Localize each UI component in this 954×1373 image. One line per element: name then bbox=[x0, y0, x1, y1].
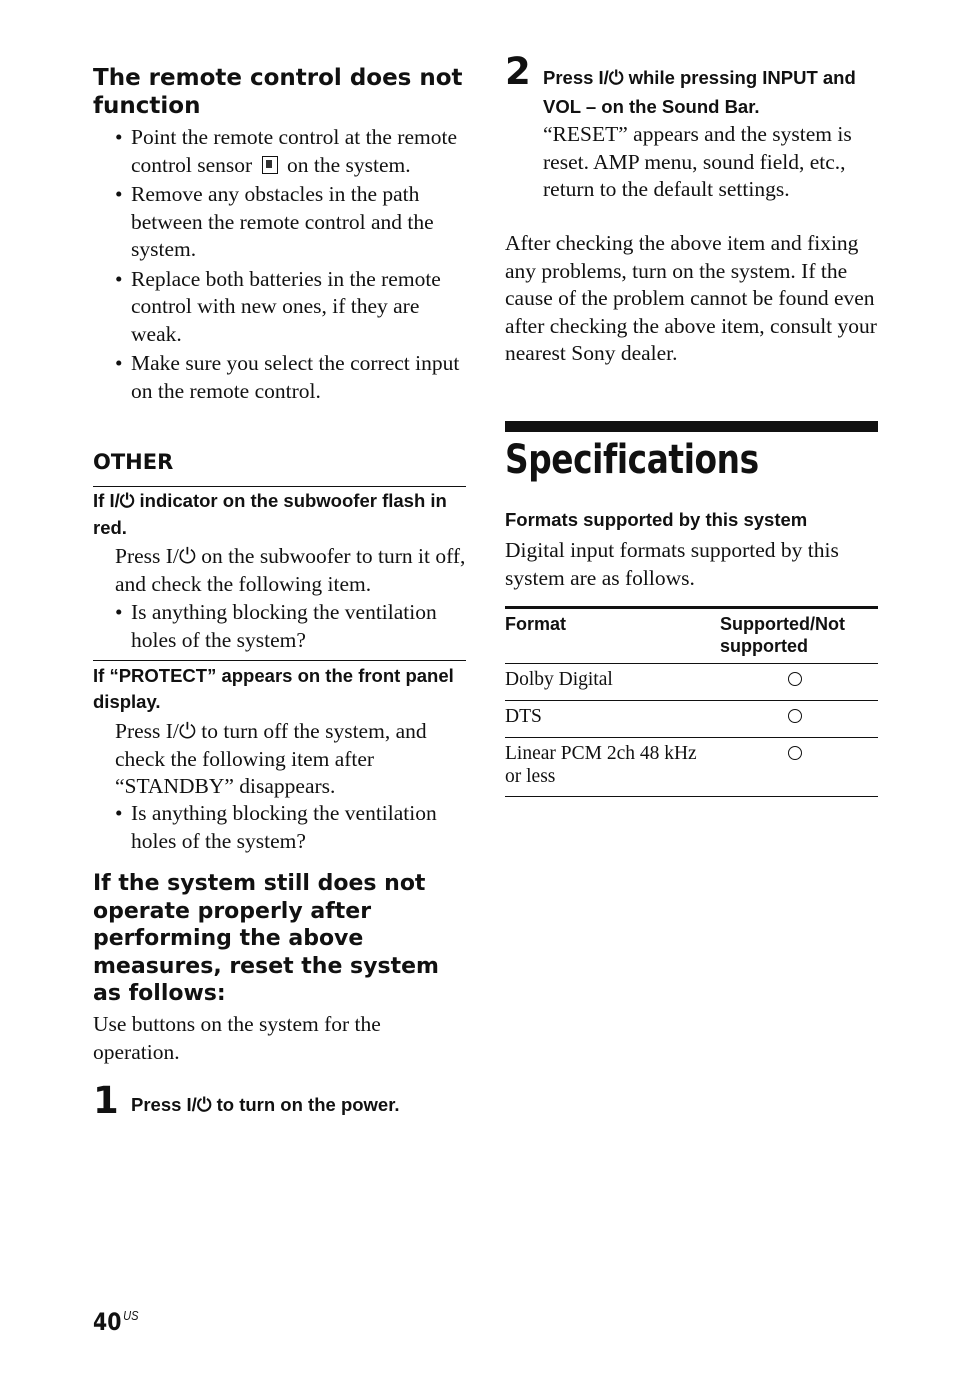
formats-intro: Digital input formats supported by this system are as follows. bbox=[505, 538, 839, 590]
table-header-row bbox=[505, 609, 878, 664]
power-standby-icon: ⏻ bbox=[608, 68, 624, 89]
supported-cell bbox=[720, 701, 878, 738]
step-2-body: “RESET” appears and the system is reset. AMP menu, sound field, etc., return to the default settings. bbox=[543, 122, 852, 201]
column-header-supported: Supported/Not supported bbox=[720, 614, 845, 656]
table-row bbox=[505, 701, 878, 738]
other-heading: OTHER bbox=[93, 450, 174, 474]
divider bbox=[93, 660, 466, 661]
list-item: • Point the remote control at the remote control sensor on the system. bbox=[115, 125, 457, 177]
supported-cell bbox=[720, 738, 878, 797]
remote-bullets bbox=[93, 124, 467, 405]
protect-bullets bbox=[93, 800, 467, 855]
column-header-format: Format bbox=[505, 614, 567, 634]
page-region-suffix: US bbox=[123, 1308, 139, 1323]
subwoofer-flash-bullets bbox=[93, 599, 467, 654]
subwoofer-flash-body: Press I/⏻ on the subwoofer to turn it off, and check the following item. bbox=[115, 544, 466, 596]
protect-subheading: If “PROTECT” appears on the front panel display. bbox=[93, 665, 454, 712]
power-standby-icon: ⏻ bbox=[178, 544, 196, 569]
list-item: • Is anything blocking the ventilation holes of the system? bbox=[115, 600, 437, 652]
supported-cell bbox=[720, 664, 878, 701]
step-2-instruction: Press I/⏻ while pressing INPUT and VOL – on the Sound Bar. bbox=[543, 67, 856, 117]
step-number: 2 bbox=[505, 50, 531, 93]
table-row bbox=[505, 738, 878, 797]
power-standby-icon: ⏻ bbox=[178, 719, 196, 744]
formats-table bbox=[505, 609, 878, 796]
section-bar bbox=[505, 421, 878, 432]
circle-mark-icon bbox=[788, 746, 802, 760]
subwoofer-flash-subheading: If I/⏻ indicator on the subwoofer flash in red. bbox=[93, 490, 447, 538]
power-standby-icon: ⏻ bbox=[119, 491, 135, 512]
page-number: 40 $^{US}$ bbox=[93, 1308, 139, 1336]
circle-mark-icon bbox=[788, 709, 802, 723]
protect-body: Press I/⏻ to turn off the system, and check the following item after “STANDBY” disappears. bbox=[115, 719, 427, 798]
remote-sensor-icon bbox=[262, 156, 278, 174]
specifications-title: Specifications bbox=[505, 437, 759, 483]
list-item: • Make sure you select the correct input on the remote control. bbox=[115, 351, 460, 403]
formats-heading: Formats supported by this system bbox=[505, 509, 808, 530]
step-1-instruction: Press I/⏻ to turn on the power. bbox=[131, 1092, 471, 1119]
format-cell: Linear PCM 2ch 48 kHz or less bbox=[505, 738, 720, 797]
format-cell: DTS bbox=[505, 701, 720, 738]
remote-troubleshoot-heading: The remote control does not function bbox=[93, 65, 463, 119]
format-cell: Dolby Digital bbox=[505, 664, 720, 701]
list-item: • Is anything blocking the ventilation holes of the system? bbox=[115, 801, 437, 853]
reset-body: Use buttons on the system for the operation. bbox=[93, 1012, 381, 1064]
list-item: • Remove any obstacles in the path between the remote control and the system. bbox=[115, 182, 434, 261]
list-item: • Replace both batteries in the remote control with new ones, if they are weak. bbox=[115, 266, 441, 346]
table-row bbox=[505, 664, 878, 701]
reset-heading: If the system still does not operate properly after performing the above measures, reset the system as follows: bbox=[93, 871, 439, 1006]
formats-table-wrapper bbox=[505, 606, 878, 797]
divider bbox=[93, 486, 466, 487]
after-checking-paragraph: After checking the above item and fixing any problems, turn on the system. If the cause of the problem cannot be found even after checking the above item, consult your nearest Sony dealer. bbox=[505, 231, 877, 365]
circle-mark-icon bbox=[788, 672, 802, 686]
step-number: 1 bbox=[93, 1079, 119, 1122]
power-standby-icon: ⏻ bbox=[196, 1095, 212, 1116]
